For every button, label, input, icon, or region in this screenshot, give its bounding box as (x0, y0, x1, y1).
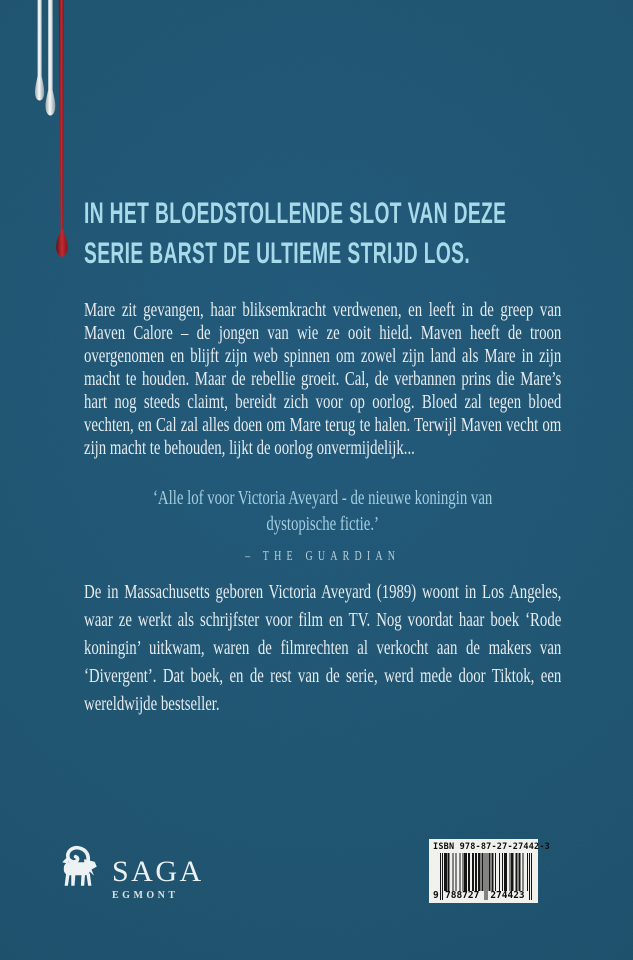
headline-line-2: SERIE BARST DE ULTIEME STRIJD LOS. (84, 237, 471, 270)
isbn-text: ISBN 978-87-27-27442-3 (433, 842, 550, 852)
barcode (429, 839, 550, 903)
review-attribution: – THE GUARDIAN (245, 548, 401, 563)
headline (84, 194, 506, 274)
barcode-digit-lead: 9 (433, 890, 439, 901)
publisher-logo (56, 843, 204, 901)
silver-drip-icon (46, 0, 56, 116)
author-bio-section (84, 578, 561, 718)
publisher-name: SAGA (112, 855, 204, 888)
author-bio-text: De in Massachusetts geboren Victoria Aveyard (1989) woont in Los Angeles, waar ze werkt als schrijfster voor film en TV. Nog voordat haar boek ‘Rode koningin’ uitkwam, waren de filmrechten al verkocht aan de makers van ‘Divergent’. Dat boek, en de rest van de serie, werd mede door Tiktok, een wereldwijde bestseller. (84, 581, 562, 715)
blood-drip-icon (56, 0, 67, 257)
review-section (84, 485, 561, 564)
silver-drip-icon (35, 0, 44, 101)
goat-icon (56, 845, 103, 889)
synopsis-section (84, 299, 561, 460)
barcode-digit-group-1: 788727 (445, 890, 480, 901)
review-quote: ‘Alle lof voor Victoria Aveyard - de nieuwe koningin van dystopische fictie.’ (153, 487, 493, 535)
barcode-digits (433, 891, 534, 901)
headline-line-1: IN HET BLOEDSTOLLENDE SLOT VAN DEZE (84, 197, 507, 230)
publisher-imprint: EGMONT (112, 890, 179, 901)
barcode-digit-group-2: 274423 (490, 890, 525, 901)
drips-decoration (0, 0, 95, 265)
synopsis-text: Mare zit gevangen, haar bliksemkracht verdwenen, en leeft in de greep van Maven Calore – de jongen van wie ze ooit hield. Maven heeft de troon overgenomen en blijft zijn web spinnen om zowel zijn land als Mare in zijn macht te houden. Maar de rebellie groeit. Cal, de verbannen prins die Mare’s hart nog steeds claimt, bereidt zich voor op oorlog. Bloed zal tegen bloed vechten, en Cal zal alles doen om Mare terug te halen. Terwijl Maven vecht om zijn macht te behouden, lijkt de oorlog onvermijdelijk... (84, 299, 562, 459)
